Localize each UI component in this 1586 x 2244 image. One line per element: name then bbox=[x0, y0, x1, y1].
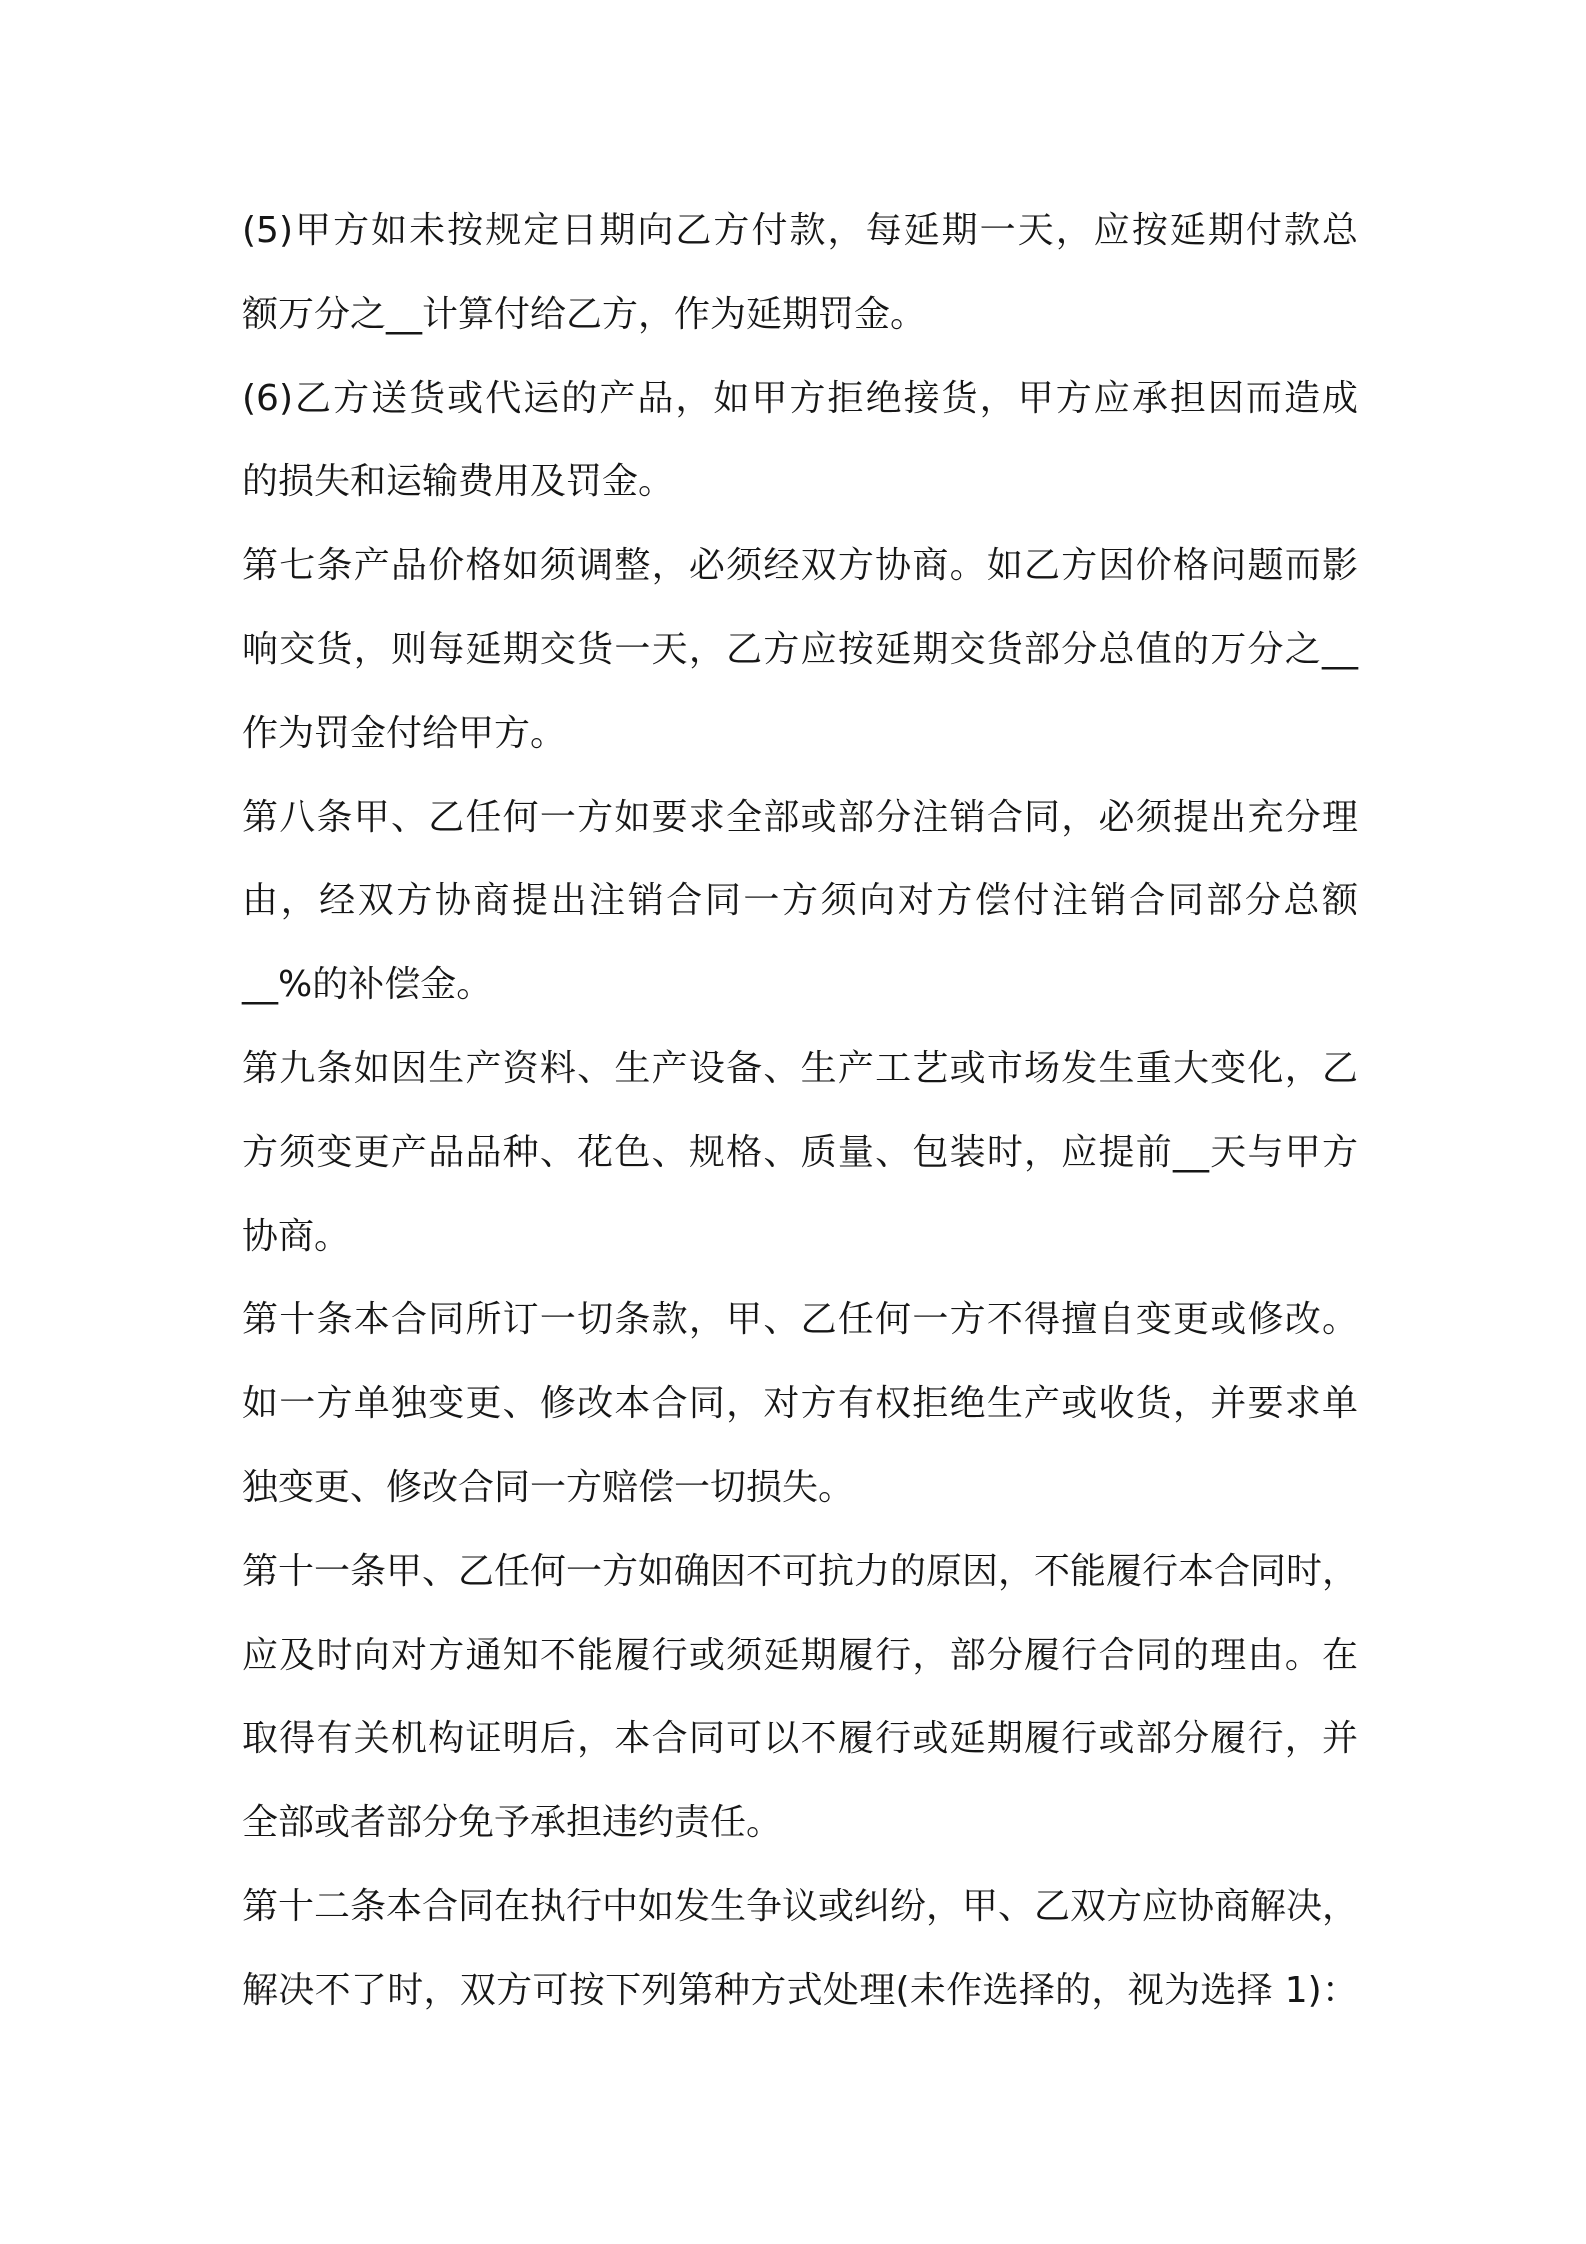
text-line: 响交货，则每延期交货一天，乙方应按延期交货部分总值的万分之__ bbox=[242, 628, 1358, 670]
text-line: 第八条甲、乙任何一方如要求全部或部分注销合同，必须提出充分理 bbox=[242, 796, 1358, 838]
text-line: 协商。 bbox=[242, 1215, 351, 1257]
article-8 bbox=[242, 776, 1358, 1027]
article-11 bbox=[242, 1530, 1358, 1865]
text-line: 如一方单独变更、修改本合同，对方有权拒绝生产或收货，并要求单 bbox=[242, 1383, 1358, 1425]
text-line: 第七条产品价格如须调整，必须经双方协商。如乙方因价格问题而影 bbox=[242, 545, 1358, 587]
text-line: 的损失和运输费用及罚金。 bbox=[242, 461, 675, 503]
text-line: 第十二条本合同在执行中如发生争议或纠纷，甲、乙双方应协商解决， bbox=[242, 1885, 1359, 1927]
article-10 bbox=[242, 1278, 1358, 1529]
text-line: 由，经双方协商提出注销合同一方须向对方偿付注销合同部分总额 bbox=[242, 880, 1358, 922]
text-line: 额万分之__计算付给乙方，作为延期罚金。 bbox=[242, 293, 927, 335]
text-line: 作为罚金付给甲方。 bbox=[242, 712, 567, 754]
article-12 bbox=[242, 1865, 1358, 2033]
text-line: 全部或者部分免予承担违约责任。 bbox=[242, 1802, 783, 1844]
text-line: 第九条如因生产资料、生产设备、生产工艺或市场发生重大变化，乙 bbox=[242, 1047, 1358, 1089]
text-line: 取得有关机构证明后，本合同可以不履行或延期履行或部分履行，并 bbox=[242, 1718, 1358, 1760]
text-line: 独变更、修改合同一方赔偿一切损失。 bbox=[242, 1466, 855, 1508]
text-line: 第十一条甲、乙任何一方如确因不可抗力的原因，不能履行本合同时， bbox=[242, 1550, 1359, 1592]
article-7 bbox=[242, 524, 1358, 775]
text-line: __%的补偿金。 bbox=[242, 964, 493, 1006]
contract-body bbox=[242, 189, 1358, 2033]
text-line: 方须变更产品品种、花色、规格、质量、包装时，应提前__天与甲方 bbox=[242, 1131, 1358, 1173]
clause-item-5 bbox=[242, 189, 1358, 357]
clause-item-6 bbox=[242, 357, 1358, 525]
article-9 bbox=[242, 1027, 1358, 1278]
text-line: (6)乙方送货或代运的产品，如甲方拒绝接货，甲方应承担因而造成 bbox=[242, 377, 1358, 419]
text-line: 解决不了时，双方可按下列第种方式处理(未作选择的，视为选择 1)： bbox=[242, 1969, 1358, 2011]
text-line: (5)甲方如未按规定日期向乙方付款，每延期一天，应按延期付款总 bbox=[242, 210, 1358, 251]
text-line: 应及时向对方通知不能履行或须延期履行，部分履行合同的理由。在 bbox=[242, 1634, 1358, 1676]
text-line: 第十条本合同所订一切条款，甲、乙任何一方不得擅自变更或修改。 bbox=[242, 1299, 1358, 1341]
